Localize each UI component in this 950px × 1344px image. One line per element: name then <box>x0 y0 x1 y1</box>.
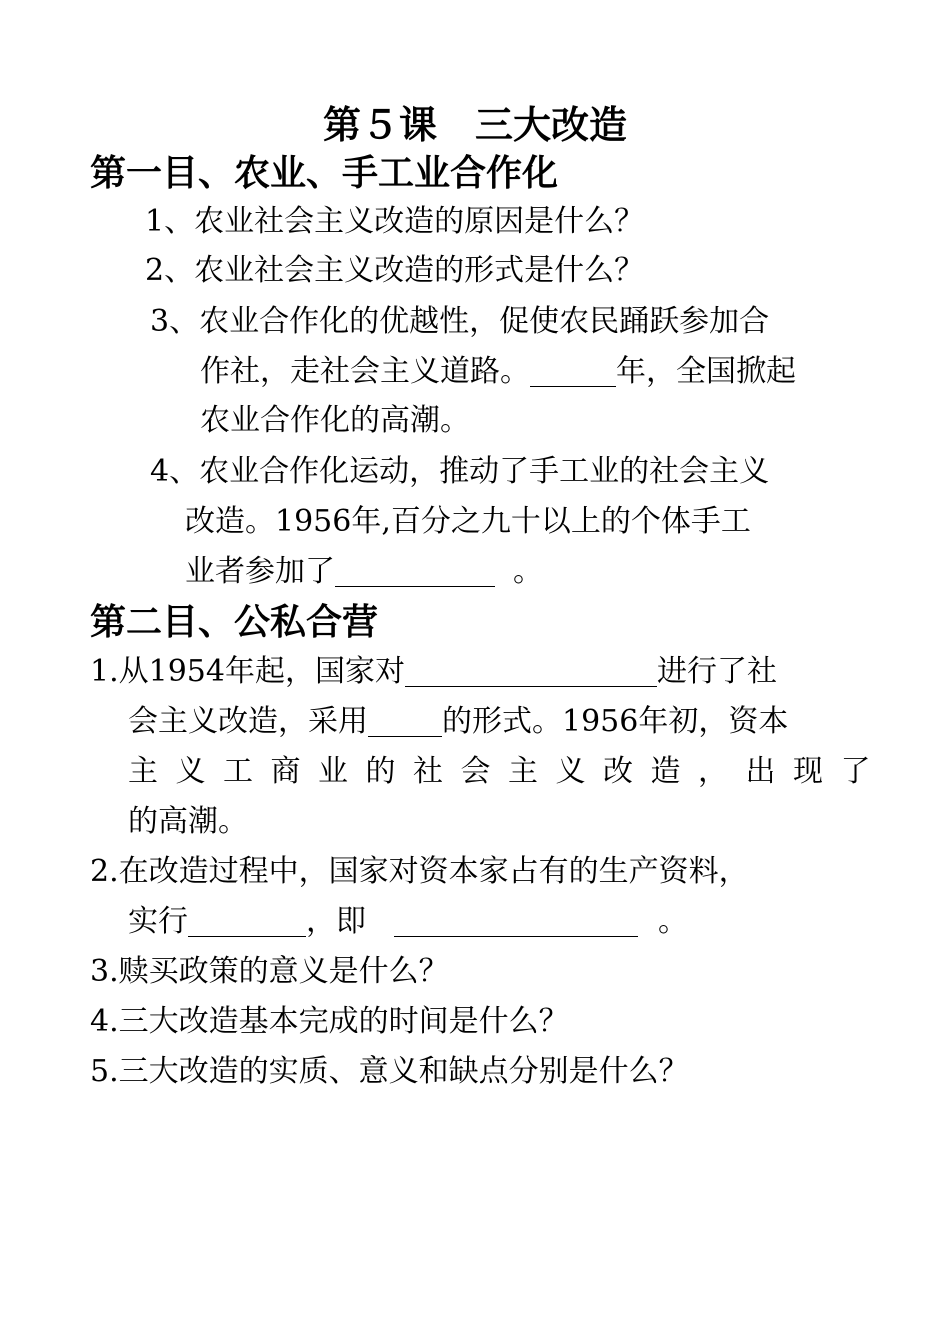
question-2-1-line-3: 主义工商业的社会主义改造，出现了 <box>128 754 888 789</box>
text-segment: 的形式。1956年初，资本 <box>442 704 789 739</box>
question-2-1-line-4: 的高潮。 <box>128 804 248 839</box>
text-segment: 1.从1954年起，国家对 <box>90 654 405 689</box>
question-1-3-line-3: 农业合作化的高潮。 <box>200 403 470 438</box>
text-segment: 会主义改造，采用 <box>128 704 368 739</box>
question-2-5: 5.三大改造的实质、意义和缺点分别是什么？ <box>90 1054 689 1089</box>
question-1-4-line-3 <box>185 547 543 597</box>
fill-in-blank[interactable] <box>188 902 306 937</box>
fill-in-blank[interactable] <box>405 652 657 687</box>
section-heading-joint-ownership: 第二目、公私合营 <box>90 602 379 643</box>
text-segment: ，即 <box>306 904 366 939</box>
text-segment: 业者参加了 <box>185 554 335 589</box>
question-1-1: 1、农业社会主义改造的原因是什么？ <box>145 204 645 239</box>
question-1-4-line-2: 改造。1956年,百分之九十以上的个体手工 <box>185 504 751 539</box>
text-segment: 实行 <box>128 904 188 939</box>
page-title: 第５课 三大改造 <box>322 103 627 147</box>
question-1-4-line-1: 4、农业合作化运动，推动了手工业的社会主义 <box>150 454 770 489</box>
question-2-2-line-1: 2.在改造过程中，国家对资本家占有的生产资料， <box>90 854 749 889</box>
fill-in-blank[interactable] <box>368 702 442 737</box>
fill-in-blank[interactable] <box>394 902 638 937</box>
question-2-1-line-2 <box>128 697 788 747</box>
text-segment: 。 <box>658 904 688 939</box>
question-1-2: 2、农业社会主义改造的形式是什么？ <box>145 253 645 288</box>
question-1-3-line-1: 3、农业合作化的优越性，促使农民踊跃参加合 <box>150 304 770 339</box>
text-segment: 年，全国掀起 <box>616 354 796 389</box>
text-segment: 进行了社 <box>656 654 777 689</box>
section-heading-agriculture: 第一目、农业、手工业合作化 <box>90 153 559 194</box>
question-2-1-line-1 <box>90 647 777 697</box>
question-2-3: 3.赎买政策的意义是什么？ <box>90 954 449 989</box>
text-segment: 。 <box>513 554 543 589</box>
fill-in-blank[interactable] <box>530 352 616 387</box>
fill-in-blank[interactable] <box>335 552 495 587</box>
text-segment: 作社，走社会主义道路。 <box>200 354 530 389</box>
question-2-4: 4.三大改造基本完成的时间是什么？ <box>90 1004 569 1039</box>
question-1-3-line-2 <box>200 347 796 397</box>
question-2-2-line-2 <box>128 897 688 947</box>
